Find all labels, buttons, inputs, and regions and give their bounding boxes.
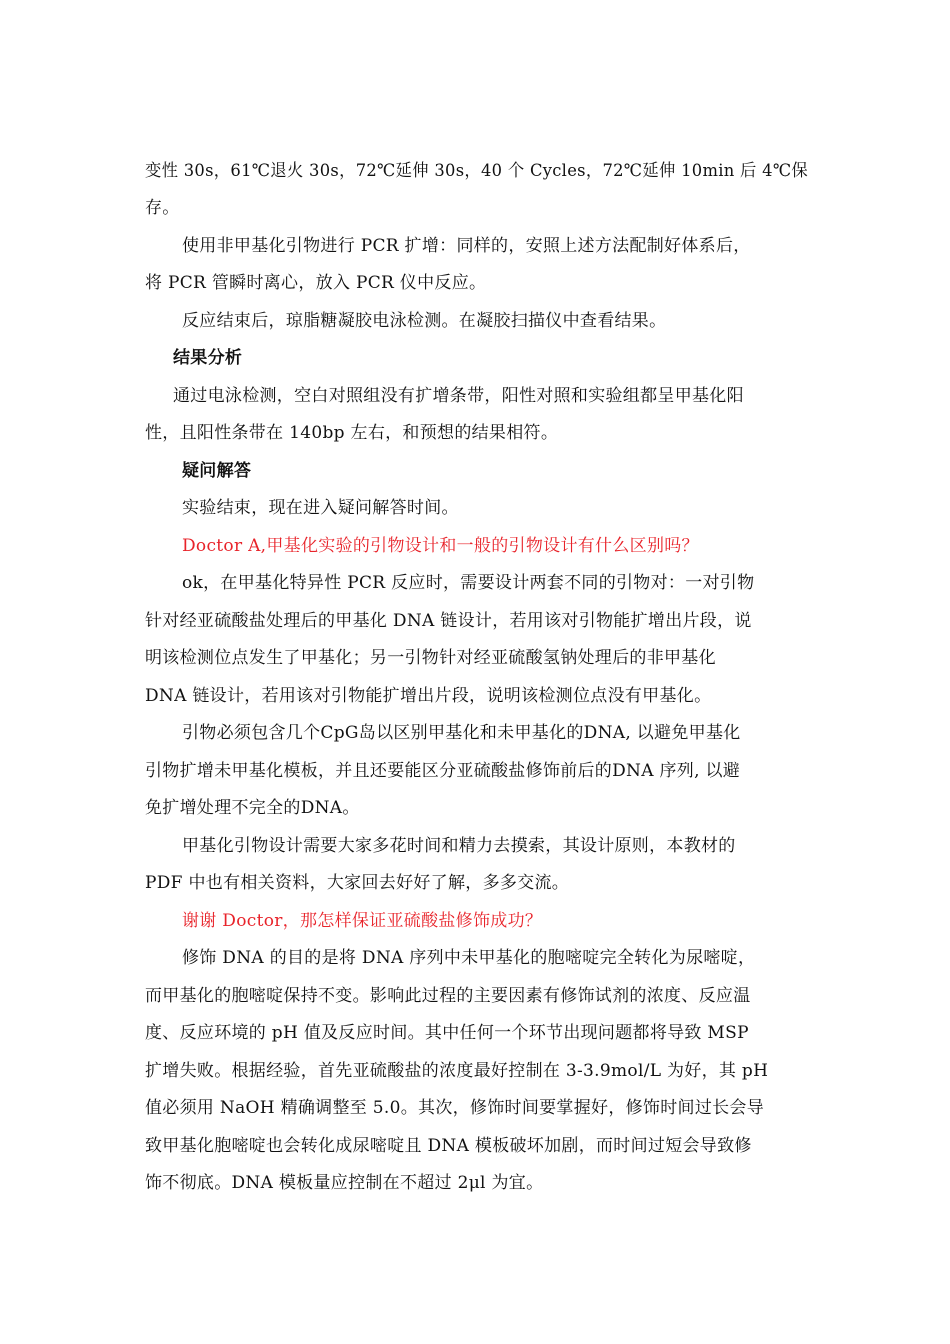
paragraph-line: 引物扩增未甲基化模板，并且还要能区分亚硫酸盐修饰前后的DNA 序列, 以避 bbox=[145, 761, 741, 781]
paragraph-line: 免扩增处理不完全的DNA。 bbox=[145, 798, 360, 818]
paragraph-line: 使用非甲基化引物进行 PCR 扩增：同样的，安照上述方法配制好体系后， bbox=[182, 236, 751, 256]
paragraph-line: 反应结束后，琼脂糖凝胶电泳检测。在凝胶扫描仪中查看结果。 bbox=[182, 311, 667, 331]
paragraph-line: 度、反应环境的 pH 值及反应时间。其中任何一个环节出现问题都将导致 MSP bbox=[145, 1023, 749, 1043]
paragraph-line: 存。 bbox=[145, 198, 180, 218]
paragraph-line: PDF 中也有相关资料，大家回去好好了解，多多交流。 bbox=[145, 873, 570, 893]
paragraph-line: 甲基化引物设计需要大家多花时间和精力去摸索，其设计原则，本教材的 bbox=[182, 836, 736, 856]
paragraph-line: 明该检测位点发生了甲基化；另一引物针对经亚硫酸氢钠处理后的非甲基化 bbox=[145, 648, 716, 668]
paragraph-line: 引物必须包含几个CpG岛以区别甲基化和未甲基化的DNA, 以避免甲基化 bbox=[182, 723, 741, 743]
paragraph-line: 针对经亚硫酸盐处理后的甲基化 DNA 链设计，若用该对引物能扩增出片段，说 bbox=[145, 611, 752, 631]
paragraph-line: 变性 30s，61℃退火 30s，72℃延伸 30s，40 个 Cycles，72℃延伸 10min 后 4℃保 bbox=[145, 161, 809, 181]
section-heading-results: 结果分析 bbox=[173, 348, 243, 368]
question-line: 谢谢 Doctor，那怎样保证亚硫酸盐修饰成功？ bbox=[182, 911, 543, 931]
paragraph-line: 修饰 DNA 的目的是将 DNA 序列中未甲基化的胞嘧啶完全转化为尿嘧啶， bbox=[182, 948, 756, 968]
paragraph-line: 将 PCR 管瞬时离心，放入 PCR 仪中反应。 bbox=[145, 273, 487, 293]
paragraph-line: ok，在甲基化特异性 PCR 反应时，需要设计两套不同的引物对：一对引物 bbox=[182, 573, 755, 593]
paragraph-line: 扩增失败。根据经验，首先亚硫酸盐的浓度最好控制在 3-3.9mol/L 为好，其 pH bbox=[145, 1061, 769, 1081]
paragraph-line: 值必须用 NaOH 精确调整至 5.0。其次，修饰时间要掌握好，修饰时间过长会导 bbox=[145, 1098, 765, 1118]
section-heading-qa: 疑问解答 bbox=[182, 461, 252, 481]
paragraph-line: 而甲基化的胞嘧啶保持不变。影响此过程的主要因素有修饰试剂的浓度、反应温 bbox=[145, 986, 751, 1006]
paragraph-line: 饰不彻底。DNA 模板量应控制在不超过 2μl 为宜。 bbox=[145, 1173, 544, 1193]
paragraph-line: 实验结束，现在进入疑问解答时间。 bbox=[182, 498, 459, 518]
paragraph-line: 通过电泳检测，空白对照组没有扩增条带，阳性对照和实验组都呈甲基化阳 bbox=[173, 386, 744, 406]
paragraph-line: 性，且阳性条带在 140bp 左右，和预想的结果相符。 bbox=[145, 423, 559, 443]
paragraph-line: DNA 链设计，若用该对引物能扩增出片段，说明该检测位点没有甲基化。 bbox=[145, 686, 712, 706]
question-line: Doctor A,甲基化实验的引物设计和一般的引物设计有什么区别吗？ bbox=[182, 536, 699, 556]
paragraph-line: 致甲基化胞嘧啶也会转化成尿嘧啶且 DNA 模板破坏加剧，而时间过短会导致修 bbox=[145, 1136, 752, 1156]
